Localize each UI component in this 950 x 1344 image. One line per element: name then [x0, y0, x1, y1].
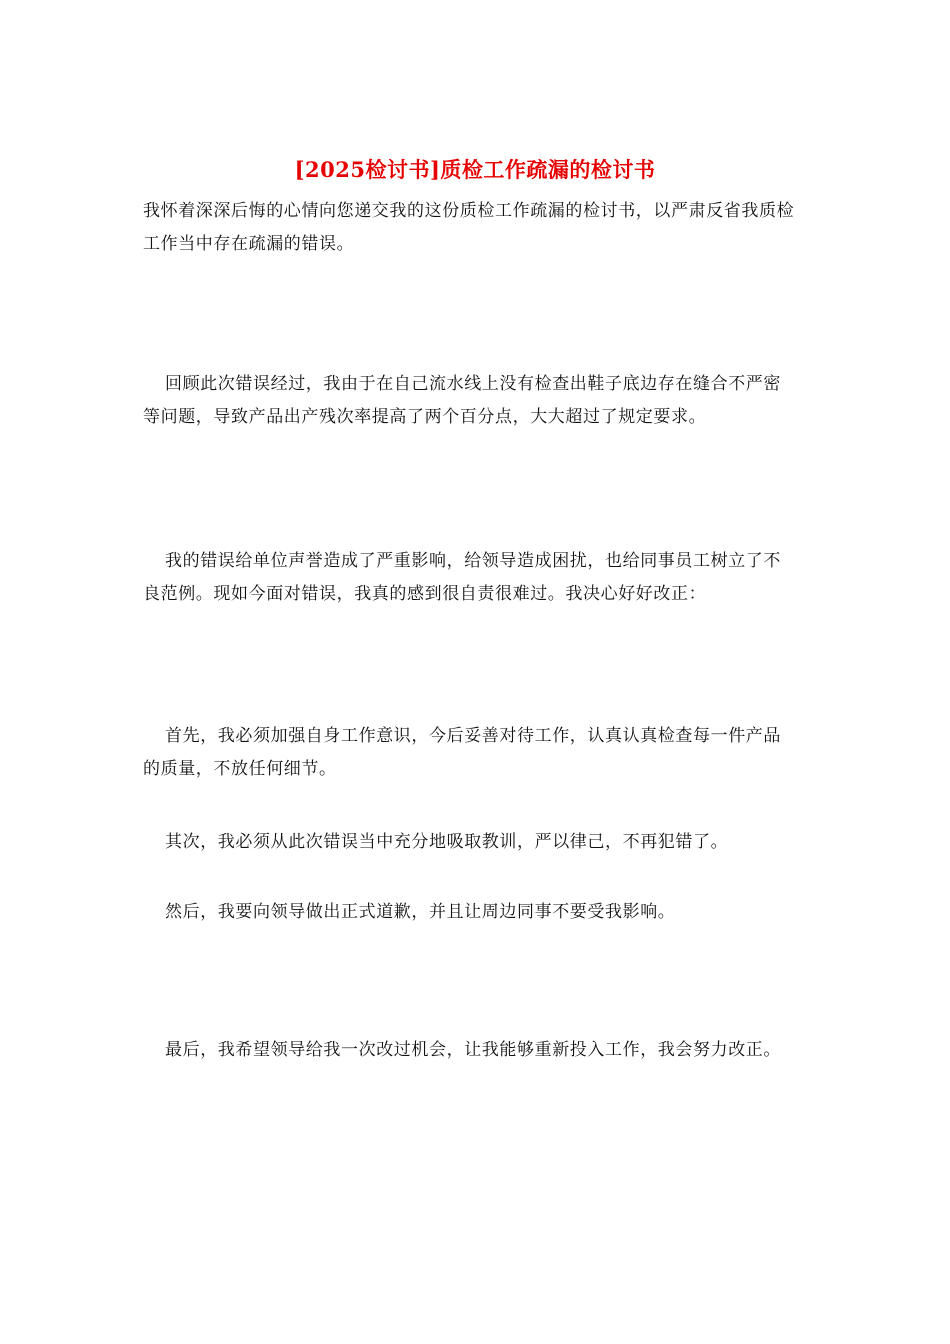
- paragraph-finally: 最后，我希望领导给我一次改过机会，让我能够重新投入工作，我会努力改正。: [165, 1040, 781, 1060]
- paragraph-first: 首先，我必须加强自身工作意识，今后妥善对待工作，认真认真检查每一件产品的质量，不放任何细节。: [143, 726, 781, 779]
- document-title: [2025检讨书]质检工作疏漏的检讨书: [294, 157, 656, 182]
- paragraph-impact: 我的错误给单位声誉造成了严重影响，给领导造成困扰，也给同事员工树立了不良范例。现如今面对错误，我真的感到很自责很难过。我决心好好改正：: [143, 551, 781, 604]
- paragraph-review: 回顾此次错误经过，我由于在自己流水线上没有检查出鞋子底边存在缝合不严密等问题，导致产品出产残次率提高了两个百分点，大大超过了规定要求。: [143, 374, 781, 427]
- paragraph-second: 其次，我必须从此次错误当中充分地吸取教训，严以律己，不再犯错了。: [165, 832, 729, 852]
- paragraph-then: 然后，我要向领导做出正式道歉，并且让周边同事不要受我影响。: [165, 902, 676, 922]
- paragraph-intro: 我怀着深深后悔的心情向您递交我的这份质检工作疏漏的检讨书，以严肃反省我质检工作当中存在疏漏的错误。: [143, 201, 795, 254]
